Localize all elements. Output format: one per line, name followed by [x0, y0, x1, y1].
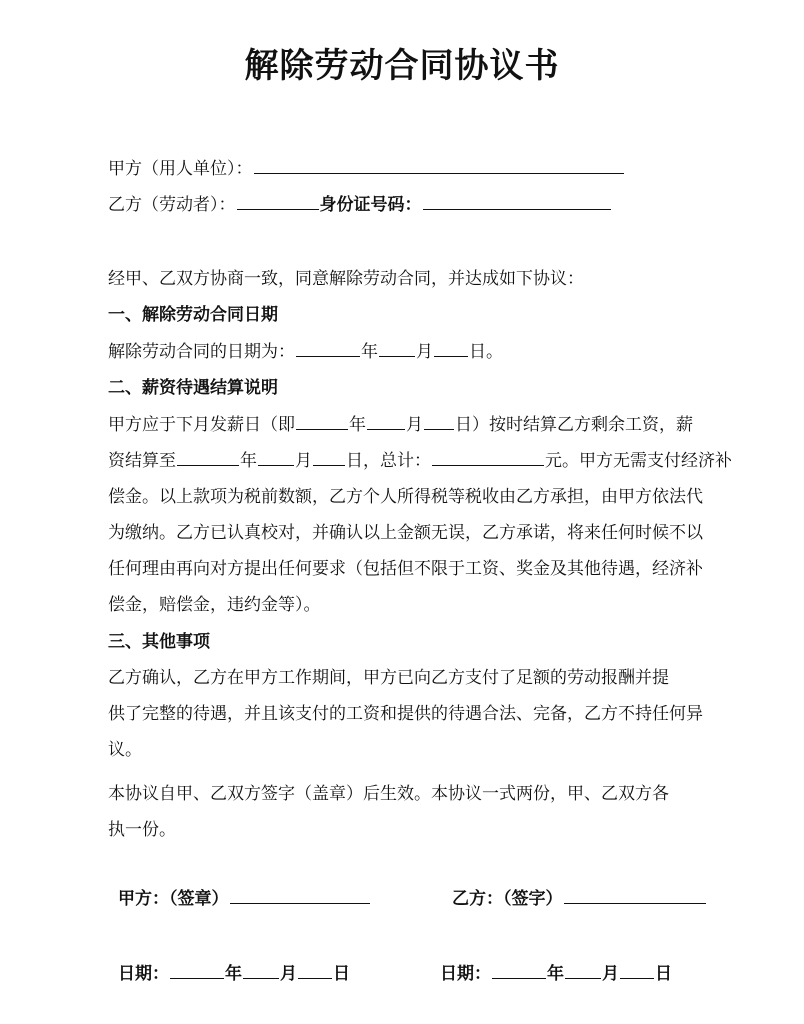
section3-p2-line1: 本协议自甲、乙双方签字（盖章）后生效。本协议一式两份，甲、乙双方各 [108, 784, 669, 804]
section2-l2-day: 日，总计： [346, 451, 431, 471]
section1-day-blank[interactable] [434, 338, 468, 357]
section2-l2-year: 年 [240, 451, 257, 471]
section2-l1-text: 甲方应于下月发薪日（即 [108, 415, 295, 435]
section1-year-label: 年 [361, 342, 378, 362]
section2-l1-year: 年 [349, 415, 366, 435]
party-a-blank[interactable] [254, 155, 624, 174]
party-b-signature-label: 乙方：（签字） [452, 889, 563, 909]
party-a-signature-label: 甲方：（签章） [118, 889, 229, 909]
party-b-date-month: 月 [602, 964, 619, 984]
party-b-date [440, 959, 672, 984]
party-a-date [118, 959, 350, 984]
party-b-signature-blank[interactable] [564, 885, 706, 904]
party-a-date-month: 月 [280, 964, 297, 984]
party-b-date-day-blank[interactable] [620, 960, 654, 979]
section1-heading: 一、解除劳动合同日期 [108, 305, 278, 325]
section1-month-blank[interactable] [379, 338, 415, 357]
section3-heading: 三、其他事项 [108, 632, 210, 652]
section2-l2-text: 资结算至 [108, 451, 176, 471]
section3-p2-line2: 执一份。 [108, 820, 176, 840]
section2-line6: 偿金，赔偿金，违约金等）。 [108, 595, 321, 615]
party-b-date-year-blank[interactable] [492, 960, 546, 979]
party-a-date-label: 日期： [118, 964, 169, 984]
section1-day-label: 日。 [469, 342, 503, 362]
section2-line5: 任何理由再向对方提出任何要求（包括但不限于工资、奖金及其他待遇，经济补 [108, 559, 703, 579]
party-a-date-day: 日 [333, 964, 350, 984]
party-a-date-day-blank[interactable] [298, 960, 332, 979]
party-b-signature [452, 884, 707, 909]
section2-heading: 二、薪资待遇结算说明 [108, 378, 278, 398]
section2-settle-month-blank[interactable] [258, 447, 294, 466]
section1-date-line [108, 337, 503, 362]
party-a-signature-blank[interactable] [230, 885, 370, 904]
section2-payday-month-blank[interactable] [367, 411, 405, 430]
id-number-label: 身份证号码： [319, 195, 422, 215]
section2-line2 [108, 446, 732, 471]
party-a-date-month-blank[interactable] [243, 960, 279, 979]
section3-p1-line2: 供了完整的待遇，并且该支付的工资和提供的待遇合法、完备，乙方不持任何异 [108, 704, 703, 724]
section3-p1-line3: 议。 [108, 740, 142, 760]
party-b-date-day: 日 [655, 964, 672, 984]
section2-line3: 偿金。以上款项为税前数额，乙方个人所得税等税收由乙方承担，由甲方依法代 [108, 487, 703, 507]
section2-l1-end: 日）按时结算乙方剩余工资，薪 [455, 415, 693, 435]
party-a-line [108, 154, 625, 179]
section2-payday-day-blank[interactable] [424, 411, 454, 430]
section2-settle-year-blank[interactable] [177, 447, 239, 466]
section1-text: 解除劳动合同的日期为： [108, 342, 295, 362]
document-title: 解除劳动合同协议书 [244, 46, 560, 86]
id-number-blank[interactable] [423, 191, 611, 210]
party-b-label: 乙方（劳动者）： [108, 195, 236, 215]
section3-p1-line1: 乙方确认，乙方在甲方工作期间，甲方已向乙方支付了足额的劳动报酬并提 [108, 668, 669, 688]
intro-text: 经甲、乙双方协商一致，同意解除劳动合同，并达成如下协议： [108, 269, 584, 289]
party-b-blank[interactable] [237, 191, 319, 210]
party-a-label: 甲方（用人单位）： [108, 159, 253, 179]
party-a-date-year-blank[interactable] [170, 960, 224, 979]
section2-l2-month: 月 [295, 451, 312, 471]
section1-year-blank[interactable] [296, 338, 360, 357]
party-a-date-year: 年 [225, 964, 242, 984]
party-b-date-year: 年 [547, 964, 564, 984]
party-b-line [108, 190, 612, 215]
party-a-signature [118, 884, 371, 909]
section2-l2-end: 元。甲方无需支付经济补 [545, 451, 732, 471]
section2-settle-day-blank[interactable] [313, 447, 345, 466]
section2-line4: 为缴纳。乙方已认真校对，并确认以上金额无误，乙方承诺，将来任何时候不以 [108, 523, 703, 543]
section1-month-label: 月 [416, 342, 433, 362]
section2-payday-year-blank[interactable] [296, 411, 348, 430]
party-b-date-label: 日期： [440, 964, 491, 984]
section2-total-blank[interactable] [432, 447, 544, 466]
section2-line1 [108, 410, 693, 435]
section2-l1-month: 月 [406, 415, 423, 435]
party-b-date-month-blank[interactable] [565, 960, 601, 979]
